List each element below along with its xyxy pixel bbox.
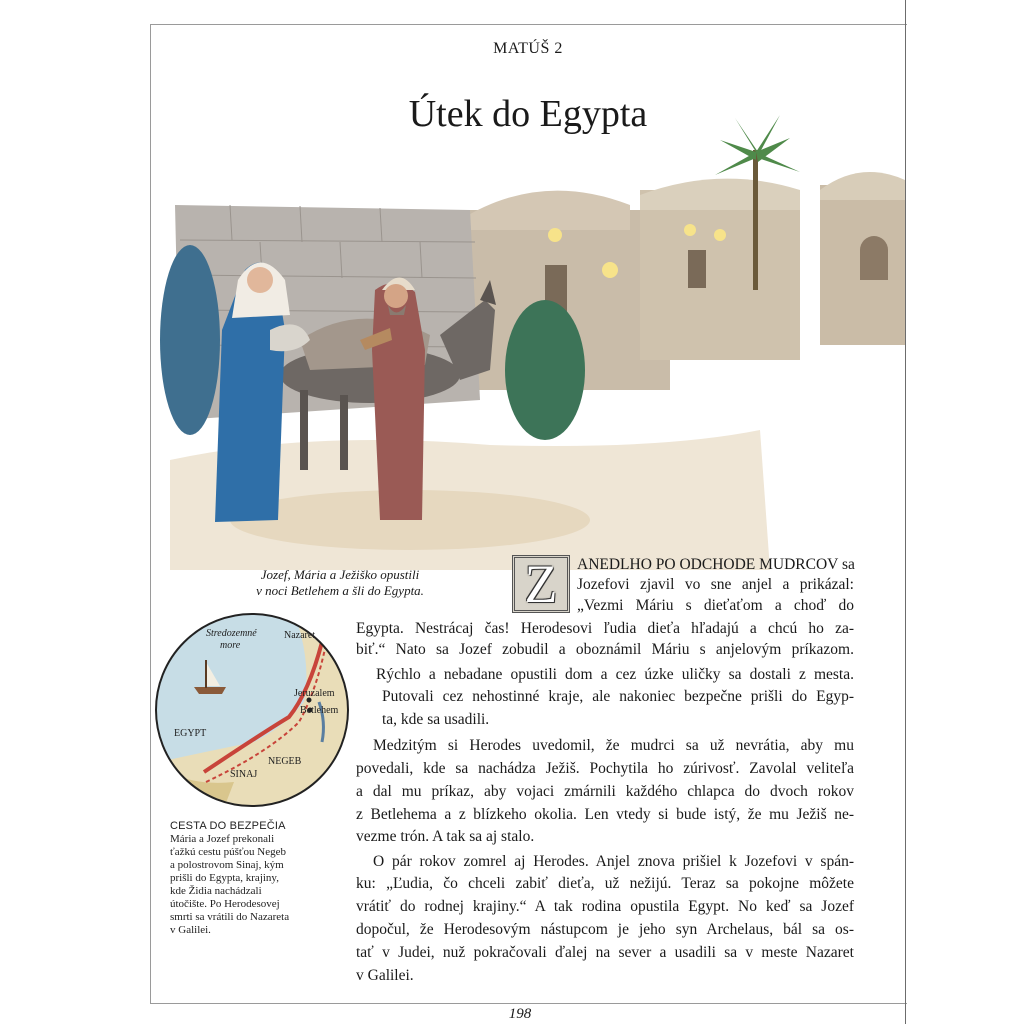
map-caption-title: CESTA DO BEZPEČIA: [170, 820, 286, 832]
map-label-negeb: NEGEB: [268, 756, 302, 767]
body-line: Medzitým si Herodes uvedomil, že mudrci sa už nevrátia, aby mu: [373, 737, 854, 754]
caption-line-2: v noci Betlehem a šli do Egypta.: [256, 583, 424, 598]
map-caption-line: kde Židia nachádzali: [170, 885, 262, 897]
body-line: Rýchlo a nebadane opustili dom a cez úzke uličky sa dostali z mesta.: [376, 666, 854, 683]
drop-cap-z: Z: [512, 555, 570, 613]
body-line: ta, kde sa usadili.: [382, 711, 490, 728]
body-line: O pár rokov zomrel aj Herodes. Anjel znova prišiel k Jozefovi v spán-: [373, 853, 854, 870]
map-label-egypt: EGYPT: [174, 728, 207, 739]
body-line: tať v Judei, nuž pokračovali ďalej na sever a usadili sa v meste Nazaret: [356, 944, 854, 961]
map-caption-line: útočište. Po Herodesovej: [170, 898, 280, 910]
page-edge-rule: [905, 0, 906, 1024]
body-line: a dal mu príkaz, aby vojaci zmárnili každého chlapca do dvoch rokov: [356, 783, 854, 800]
caption-line-1: Jozef, Mária a Ježiško opustili: [260, 567, 420, 582]
body-line: Putovali cez nehostinné kraje, ale nakoniec bezpečne prišli do Egyp-: [382, 688, 854, 705]
body-line: biť.“ Nato sa Jozef zobudil a oboznámil Máriu s anjelovým príkazom.: [356, 641, 854, 658]
route-map: [144, 612, 360, 808]
map-label-sea-1: Stredozemné: [206, 628, 257, 639]
flight-to-egypt-illustration: [160, 100, 905, 570]
chapter-header: MATÚŠ 2: [493, 40, 563, 57]
map-label-sinaj: SINAJ: [230, 769, 258, 780]
body-line: vezme trón. A tak sa aj stalo.: [356, 828, 535, 845]
body-line: dopočul, že Herodesovým nástupcom je jeho syn Archelaus, bál sa os-: [356, 921, 854, 938]
page-title: Útek do Egypta: [408, 93, 648, 135]
map-caption-line: prišli do Egypta, krajiny,: [170, 872, 279, 884]
body-line: ku: „Ľudia, čo chceli zabiť dieťa, už nežijú. Teraz sa pokojne môžete: [356, 875, 854, 892]
body-line: Jozefovi zjavil vo sne anjel a prikázal:: [577, 576, 854, 593]
body-line: v Galilei.: [356, 967, 414, 984]
body-line: Egypta. Nestrácaj čas! Herodesovi ľudia dieťa hľadajú a chcú ho za-: [356, 620, 854, 637]
map-label-betlehem: Betlehem: [300, 705, 339, 716]
map-label-sea-2: more: [220, 640, 241, 651]
map-caption-line: a polostrovom Sinaj, kým: [170, 859, 284, 871]
map-caption-line: ťažkú cestu púšťou Negeb: [170, 846, 287, 858]
map-label-jeruzalem: Jeruzalem: [294, 688, 335, 699]
body-line: ANEDLHO PO ODCHODE MUDRCOV sa: [577, 556, 855, 573]
map-caption: [170, 820, 322, 937]
map-caption-line: v Galilei.: [170, 924, 211, 936]
body-line: vrátiť do rodnej krajiny.“ A tak rodina opustila Egypt. No keď sa Jozef: [356, 898, 854, 915]
map-label-nazaret: Nazaret: [284, 630, 316, 641]
body-line: povedali, kde sa nachádza Ježiš. Pochytila ho zúrivosť. Zavolal veliteľa: [356, 760, 854, 777]
map-caption-line: smrti sa vrátili do Nazareta: [170, 911, 290, 923]
body-line: z Betlehema a z blízkeho okolia. Len vtedy si bude istý, že mu Ježiš ne-: [356, 806, 854, 823]
body-line: „Vezmi Máriu s dieťaťom a choď do: [577, 597, 854, 614]
map-caption-line: Mária a Jozef prekonali: [170, 833, 275, 845]
page-number: 198: [508, 1006, 532, 1022]
illustration-caption: [200, 567, 480, 599]
